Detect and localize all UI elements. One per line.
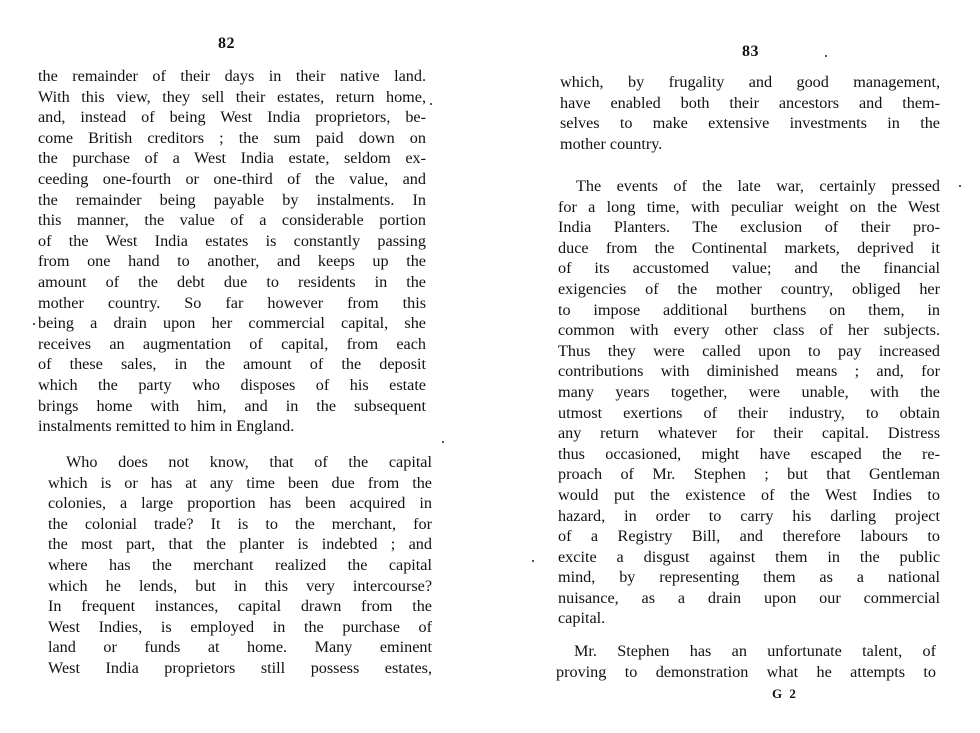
text-line: contributions with diminished means ; and, for (558, 362, 940, 381)
right-paragraph-2 (558, 176, 940, 629)
text-line: of the West India estates is constantly passing (38, 231, 426, 250)
text-line: which, by frugality and good management, (560, 73, 940, 91)
text-line: hazard, in order to carry his darling project (558, 506, 940, 525)
print-speck (442, 441, 444, 443)
page-number-right: 83 (742, 43, 759, 60)
print-speck (532, 560, 534, 562)
text-line: which he lends, but in this very intercourse? (48, 576, 432, 595)
text-line: selves to make extensive investments in the (560, 114, 940, 133)
print-speck (430, 103, 432, 105)
text-line: for a long time, with peculiar weight on the West (558, 197, 940, 216)
text-line: the purchase of a West India estate, seldom ex- (38, 149, 426, 168)
text-line: proach of Mr. Stephen ; but that Gentleman (558, 465, 940, 484)
left-page (0, 0, 480, 733)
text-line: mind, by representing them as a national (558, 568, 940, 587)
text-line: excite a disgust against them in the public (558, 547, 940, 566)
text-line: this manner, the value of a considerable portion (38, 211, 426, 230)
print-speck (959, 185, 961, 187)
print-speck (825, 55, 827, 57)
text-line: In frequent instances, capital drawn from the (48, 597, 432, 616)
text-line: colonies, a large proportion has been acquired in (48, 494, 432, 513)
text-line: duce from the Continental markets, deprived it (558, 238, 940, 257)
text-line: exigencies of the mother country, obliged her (558, 279, 940, 298)
text-line: With this view, they sell their estates, return home, (38, 87, 426, 106)
text-line: and, instead of being West India proprietors, be- (38, 108, 426, 127)
text-line: mother country. So far however from this (38, 293, 426, 312)
text-line: instalments remitted to him in England. (38, 417, 295, 436)
page-number-left: 82 (218, 35, 235, 52)
text-line: West Indies, is employed in the purchase of (48, 617, 432, 636)
right-page (480, 0, 980, 733)
text-line: the remainder of their days in their native land. (38, 67, 426, 85)
text-line: Who does not know, that of the capital (66, 453, 432, 471)
text-line: receives an augmentation of capital, from each (38, 334, 426, 353)
text-line: of a Registry Bill, and therefore labours to (558, 527, 940, 546)
text-line: which the party who disposes of his estate (38, 375, 426, 394)
text-line: thus occasioned, might have escaped the re- (558, 444, 940, 463)
signature-mark: G 2 (772, 686, 798, 701)
text-line: have enabled both their ancestors and them- (560, 93, 940, 112)
text-line: where has the merchant realized the capital (48, 555, 432, 574)
text-line: to impose additional burthens on them, in (558, 300, 940, 319)
text-line: brings home with him, and in the subsequent (38, 396, 426, 415)
text-line: nuisance, as a drain upon our commercial (558, 588, 940, 607)
text-line: of its accustomed value; and the financial (558, 259, 940, 278)
right-paragraph-1 (560, 72, 940, 154)
left-paragraph-2 (48, 452, 432, 679)
text-line: being a drain upon her commercial capital, she (38, 314, 426, 333)
text-line: proving to demonstration what he attempts to (556, 662, 936, 681)
text-line: utmost exertions of their industry, to obtain (558, 403, 940, 422)
text-line: Mr. Stephen has an unfortunate talent, of (574, 642, 936, 660)
text-line: would put the existence of the West Indies to (558, 485, 940, 504)
text-line: mother country. (560, 134, 663, 153)
text-line: Thus they were called upon to pay increased (558, 341, 940, 360)
text-line: which is or has at any time been due from the (48, 473, 432, 492)
text-line: India Planters. The exclusion of their pro- (558, 218, 940, 237)
text-line: from one hand to another, and keeps up the (38, 252, 426, 271)
left-paragraph-1 (38, 66, 426, 437)
text-line: common with every other class of her subjects. (558, 321, 940, 340)
text-line: the most part, that the planter is indebted ; and (48, 535, 432, 554)
text-line: land or funds at home. Many eminent (48, 638, 432, 657)
text-line: The events of the late war, certainly pressed (576, 177, 940, 195)
text-line: come British creditors ; the sum paid down on (38, 128, 426, 147)
text-line: the colonial trade? It is to the merchant, for (48, 514, 432, 533)
right-paragraph-3 (556, 641, 936, 682)
text-line: the remainder being payable by instalments. In (38, 190, 426, 209)
text-line: of these sales, in the amount of the deposit (38, 355, 426, 374)
text-line: amount of the debt due to residents in the (38, 272, 426, 291)
text-line: many years together, were unable, with the (558, 382, 940, 401)
text-line: any return whatever for their capital. Distress (558, 424, 940, 443)
print-speck (33, 323, 35, 325)
text-line: capital. (558, 609, 606, 628)
text-line: ceeding one-fourth or one-third of the value, and (38, 169, 426, 188)
text-line: West India proprietors still possess estates, (48, 658, 432, 677)
